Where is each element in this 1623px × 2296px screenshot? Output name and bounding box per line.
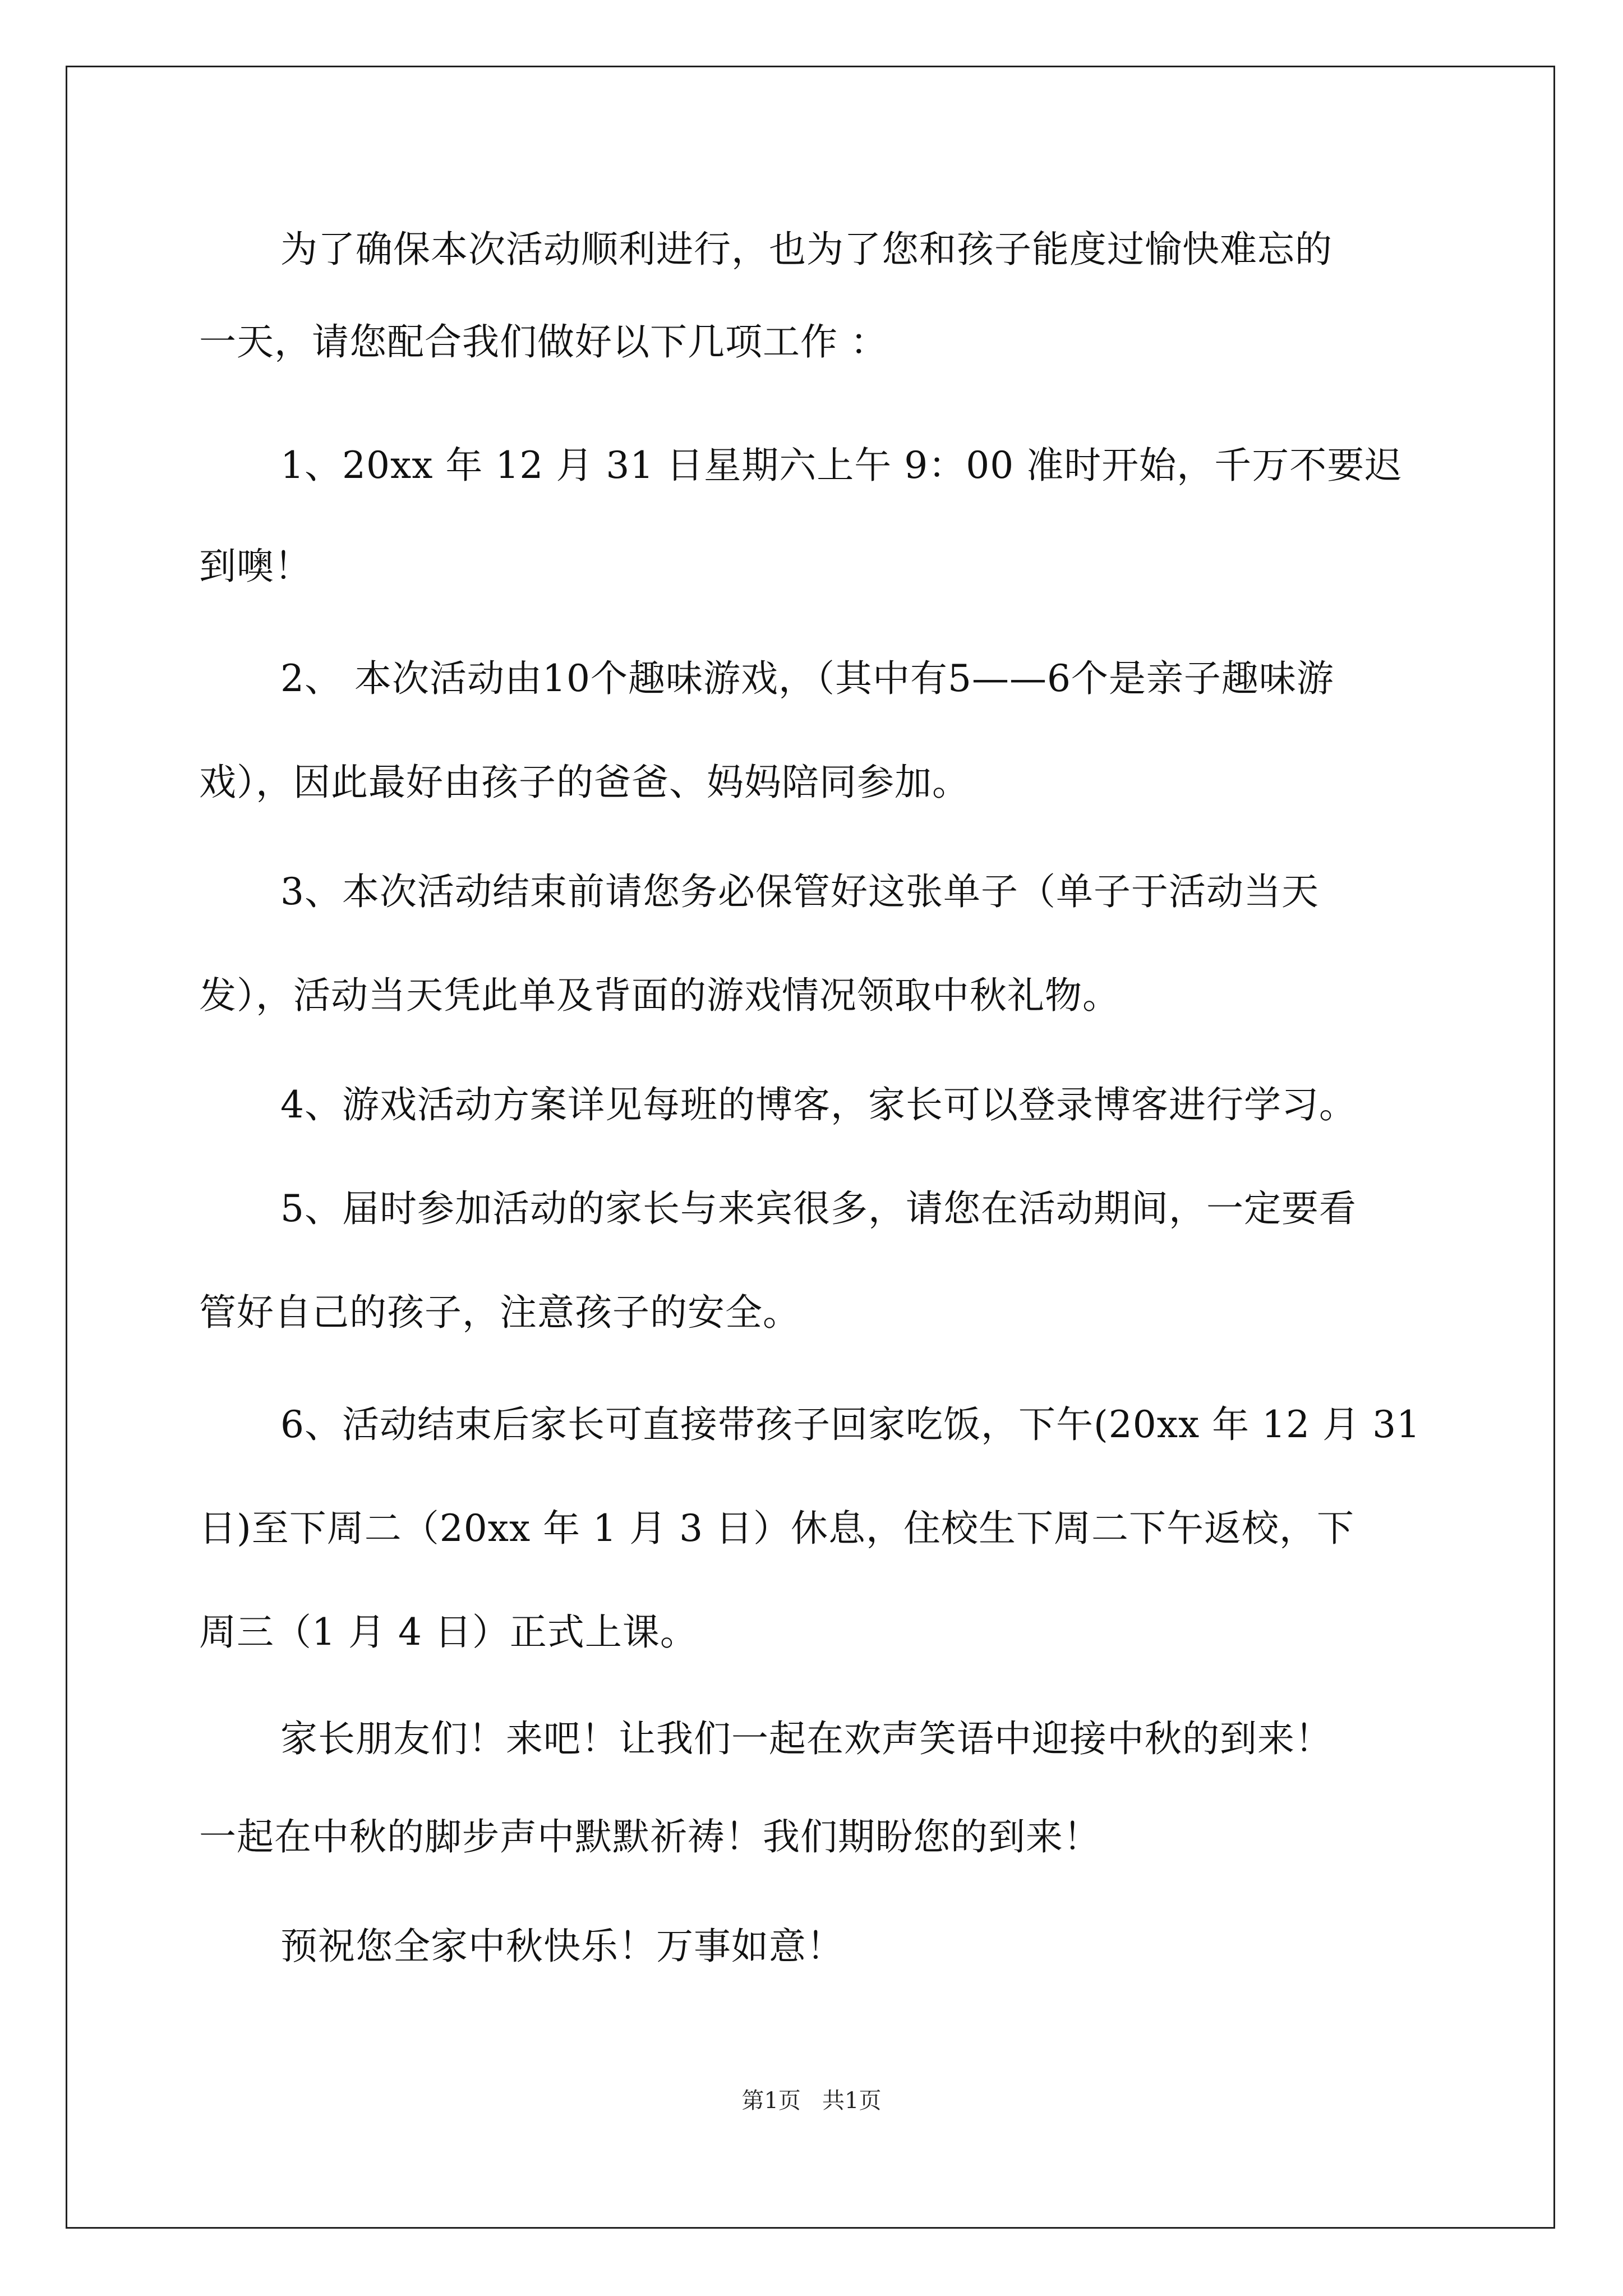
item-4-line-1: 4、游戏活动方案详见每班的博客，家长可以登录博客进行学习。: [280, 1083, 1357, 1126]
item-2-line-2: 戏），因此最好由孩子的爸爸、妈妈陪同参加。: [199, 761, 970, 804]
paragraph-1-line-1: 为了确保本次活动顺利进行，也为了您和孩子能度过愉快难忘的: [280, 228, 1332, 271]
item-3-line-2: 发），活动当天凭此单及背面的游戏情况领取中秋礼物。: [199, 974, 1120, 1017]
item-6-line-3: 周三（1 月 4 日）正式上课。: [199, 1611, 698, 1654]
page-number-footer: 第1页 共1页: [741, 2088, 882, 2114]
item-1-line-2: 到噢！: [199, 545, 312, 588]
item-1-line-1: 1、20xx 年 12 月 31 日星期六上午 9：00 准时开始，千万不要迟: [280, 444, 1403, 487]
item-5-line-1: 5、届时参加活动的家长与来宾很多，请您在活动期间，一定要看: [280, 1187, 1357, 1230]
item-6-line-2: 日)至下周二（20xx 年 1 月 3 日）休息，住校生下周二下午返校，下: [199, 1507, 1355, 1550]
paragraph-1-line-2: 一天，请您配合我们做好以下几项工作 ：: [199, 320, 888, 364]
closing-wishes: 预祝您全家中秋快乐！万事如意！: [280, 1925, 844, 1968]
item-3-line-1: 3、本次活动结束前请您务必保管好这张单子（单子于活动当天: [280, 870, 1319, 913]
closing-line-2: 一起在中秋的脚步声中默默祈祷！我们期盼您的到来！: [199, 1815, 1101, 1858]
item-2-line-1: 2、 本次活动由10个趣味游戏，（其中有5——6个是亲子趣味游: [280, 657, 1334, 700]
page-border: [66, 66, 1555, 2229]
item-5-line-2: 管好自己的孩子，注意孩子的安全。: [199, 1291, 800, 1334]
closing-line-1: 家长朋友们！来吧！让我们一起在欢声笑语中迎接中秋的到来！: [280, 1717, 1332, 1760]
item-6-line-1: 6、活动结束后家长可直接带孩子回家吃饭，下午(20xx 年 12 月 31: [280, 1403, 1421, 1446]
